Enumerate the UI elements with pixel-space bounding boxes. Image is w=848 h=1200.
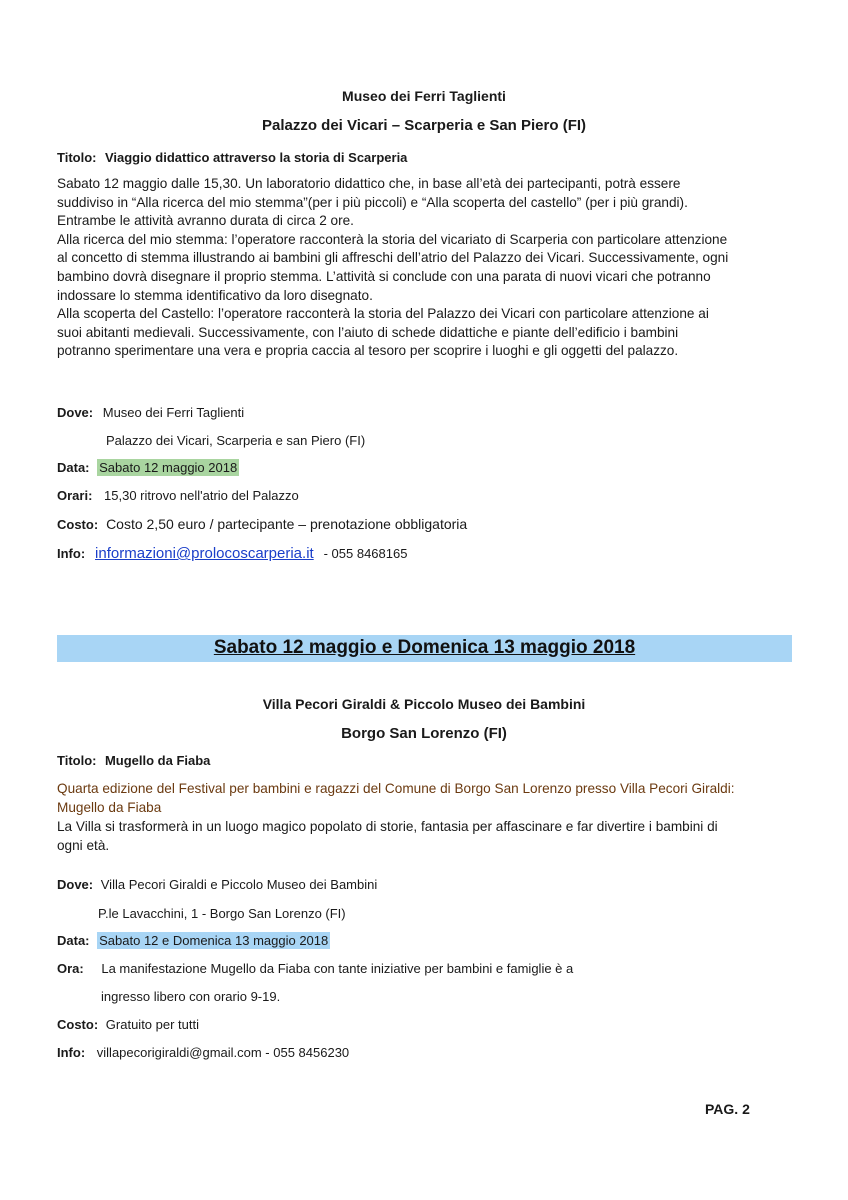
- ora-label: Ora:: [57, 961, 84, 976]
- description-line: indossare lo stemma identificativo da loro disegnato.: [57, 287, 373, 303]
- title-value-2: Mugello da Fiaba: [104, 753, 211, 768]
- description-line: ogni età.: [57, 837, 110, 853]
- info-row: [57, 545, 407, 562]
- dove-value-2: Villa Pecori Giraldi e Piccolo Museo dei Bambini: [100, 877, 378, 892]
- orari-row: [57, 488, 299, 503]
- title-row: [57, 149, 407, 167]
- venue-heading: Villa Pecori Giraldi & Piccolo Museo dei Bambini: [262, 696, 586, 712]
- data-label: Data:: [57, 460, 90, 475]
- ora-row: [57, 961, 573, 976]
- info-label-2: Info:: [57, 1045, 86, 1060]
- info-label: Info:: [57, 546, 86, 561]
- costo-value: Costo 2,50 euro / partecipante – prenotazione obbligatoria: [106, 516, 468, 532]
- data-label-2: Data:: [57, 933, 90, 948]
- location-heading-2: Borgo San Lorenzo (FI): [341, 725, 507, 742]
- description-line: Alla scoperta del Castello: l’operatore racconterà la storia del Palazzo dei Vicari con particolare attenzione ai: [57, 306, 709, 322]
- description-line: suoi abitanti medievali. Successivamente, con l’aiuto di schede didattiche e piante dell’edificio i bambini: [57, 324, 679, 340]
- costo-row-2: [57, 1017, 199, 1032]
- title-label: Titolo:: [57, 150, 97, 165]
- description-paragraph-3: [57, 818, 797, 855]
- description-line: Quarta edizione del Festival per bambini e ragazzi del Comune di Borgo San Lorenzo presso Villa Pecori Giraldi:: [57, 781, 735, 796]
- date-banner-text: Sabato 12 maggio e Domenica 13 maggio 2018: [213, 637, 636, 658]
- orari-value: 15,30 ritrovo nell'atrio del Palazzo: [104, 488, 299, 503]
- ora-value-line2: ingresso libero con orario 9-19.: [101, 989, 281, 1004]
- dove-address: Palazzo dei Vicari, Scarperia e san Piero (FI): [106, 433, 366, 448]
- costo-value-2: Gratuito per tutti: [105, 1017, 200, 1032]
- description-line: Entrambe le attività avranno durata di circa 2 ore.: [57, 213, 354, 229]
- dove-value: Museo dei Ferri Taglienti: [102, 405, 245, 420]
- ora-value: La manifestazione Mugello da Fiaba con tante iniziative per bambini e famiglie è a: [101, 961, 574, 976]
- description-line: suddiviso in “Alla ricerca del mio stemma”(per i più piccoli) e “Alla scoperta del castello” (per i più grandi).: [57, 194, 688, 210]
- description-paragraph-2: [57, 780, 797, 817]
- dove-label: Dove:: [57, 405, 94, 420]
- data-row: [57, 460, 239, 475]
- info-row-2: [57, 1045, 349, 1060]
- description-line: Mugello da Fiaba: [57, 799, 162, 815]
- dove-row: [57, 405, 244, 420]
- description-line: La Villa si trasformerà in un luogo magico popolato di storie, fantasia per affascinare e far divertire i bambini di: [57, 819, 718, 834]
- data-row-2: [57, 933, 330, 948]
- dove-address-2: P.le Lavacchini, 1 - Borgo San Lorenzo (FI): [98, 906, 346, 921]
- data-value-2: Sabato 12 e Domenica 13 maggio 2018: [99, 933, 329, 948]
- title-value: Viaggio didattico attraverso la storia di Scarperia: [104, 150, 408, 165]
- costo-row: [57, 516, 467, 532]
- description-paragraph: [57, 175, 797, 361]
- description-line: Sabato 12 maggio dalle 15,30. Un laboratorio didattico che, in base all’età dei partecipanti, potrà essere: [57, 176, 681, 191]
- title-label-2: Titolo:: [57, 753, 97, 768]
- description-line: Alla ricerca del mio stemma: l’operatore racconterà la storia del vicariato di Scarperia con particolare attenzione: [57, 231, 728, 247]
- orari-label: Orari:: [57, 488, 93, 503]
- page-number: PAG. 2: [705, 1101, 750, 1117]
- info-email-link[interactable]: informazioni@prolocoscarperia.it: [95, 545, 314, 562]
- description-line: bambino dovrà disegnare il proprio stemma. L’attività si conclude con una parata di nuovi vicari che potranno: [57, 268, 711, 284]
- dove-row-2: [57, 877, 377, 892]
- description-line: al concetto di stemma illustrando ai bambini gli affreschi dell’atrio del Palazzo dei Vicari. Successivamente, ogni: [57, 250, 729, 266]
- data-value: Sabato 12 maggio 2018: [99, 460, 238, 475]
- info-value-2: villapecorigiraldi@gmail.com - 055 8456230: [96, 1045, 350, 1060]
- costo-label-2: Costo:: [57, 1017, 99, 1032]
- location-heading: Palazzo dei Vicari – Scarperia e San Piero (FI): [261, 117, 587, 134]
- title-row-2: [57, 752, 210, 770]
- dove-label-2: Dove:: [57, 877, 94, 892]
- info-phone: - 055 8468165: [323, 546, 408, 561]
- costo-label: Costo:: [57, 517, 99, 532]
- description-line: potranno sperimentare una vera e propria caccia al tesoro per scoprire i luoghi e gli oggetti del palazzo.: [57, 343, 679, 359]
- museum-heading: Museo dei Ferri Taglienti: [342, 88, 506, 104]
